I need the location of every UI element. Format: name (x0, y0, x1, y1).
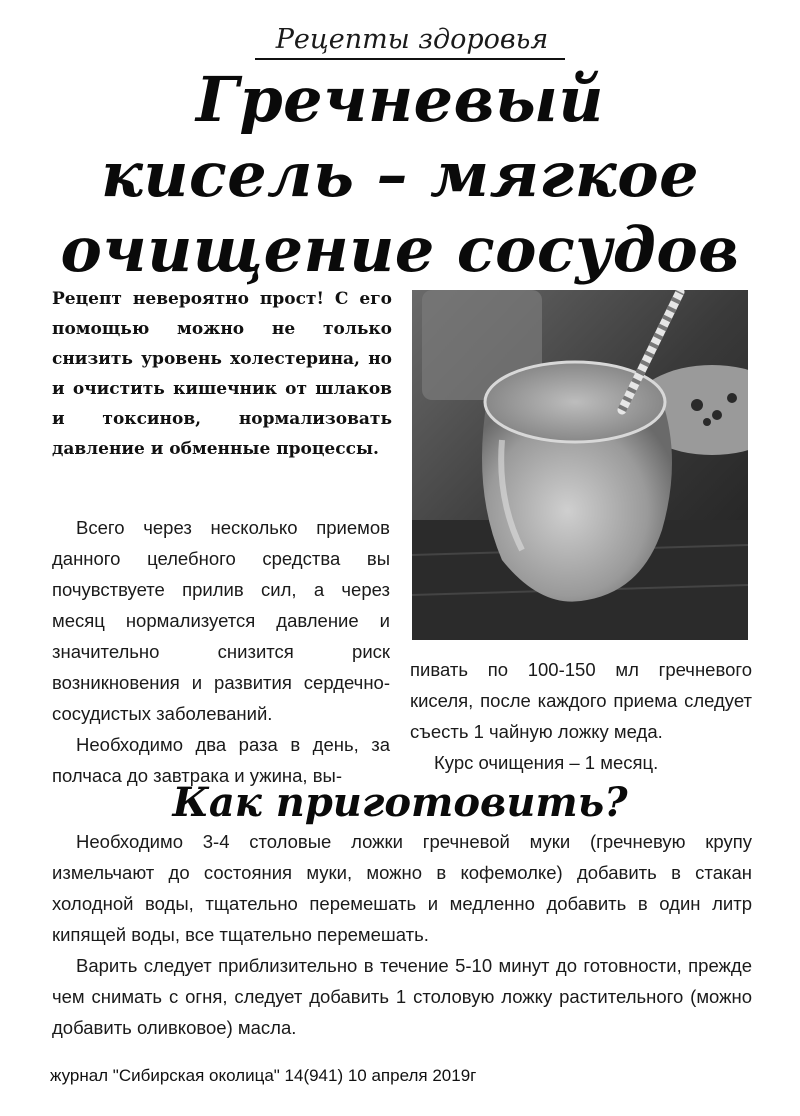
howto-paragraph: Варить следует приблизительно в течение 5-10 минут до готовности, прежде чем снимать с огня, следует добавить 1 столовую ложку растительного (можно добавить оливковое) масла. (52, 955, 752, 1038)
article-left-column (52, 512, 390, 791)
section-title: Как приготовить? (172, 779, 628, 826)
kissel-photo (412, 290, 748, 640)
rubric-title: Рецепты здоровья (275, 24, 549, 55)
article-paragraph: Необходимо два раза в день, за полчаса до завтрака и ужина, вы- (52, 734, 390, 786)
rubric-underline (255, 58, 565, 60)
glass-of-kissel-icon (412, 290, 748, 640)
article-paragraph: Всего через несколько приемов данного целебного средства вы почувствуете прилив сил, а через месяц нормализуется давление и значительно снизится риск возникновения и развития сердечно-сосудистых заболеваний. (52, 517, 390, 724)
howto-paragraph: Необходимо 3-4 столовые ложки гречневой муки (гречневую крупу измельчают до состояния муки, можно в кофемолке) добавить в стакан холодной воды, тщательно перемешать и медленно добавить в один литр кипящей воды, все тщательно перемешать. (52, 831, 752, 945)
article-paragraph: пивать по 100-150 мл гречневого киселя, после каждого приема следует съесть 1 чайную ложку меда. (410, 659, 752, 742)
headline-line-2: кисель – мягкое (100, 138, 700, 211)
lead-paragraph: Рецепт невероятно прост! С его помощью можно не только снизить уровень холестерина, но и очистить кишечник от шлаков и токсинов, нормализовать давление и обменные процессы. (52, 289, 392, 459)
howto-body (52, 826, 752, 1043)
headline (30, 62, 770, 287)
headline-line-3: очищение сосудов (60, 213, 740, 286)
article-right-column (410, 654, 752, 778)
article-paragraph: Курс очищения – 1 месяц. (434, 752, 659, 773)
source-citation: журнал "Сибирская околица" 14(941) 10 апреля 2019г (50, 1066, 477, 1085)
headline-line-1: Гречневый (196, 63, 604, 136)
